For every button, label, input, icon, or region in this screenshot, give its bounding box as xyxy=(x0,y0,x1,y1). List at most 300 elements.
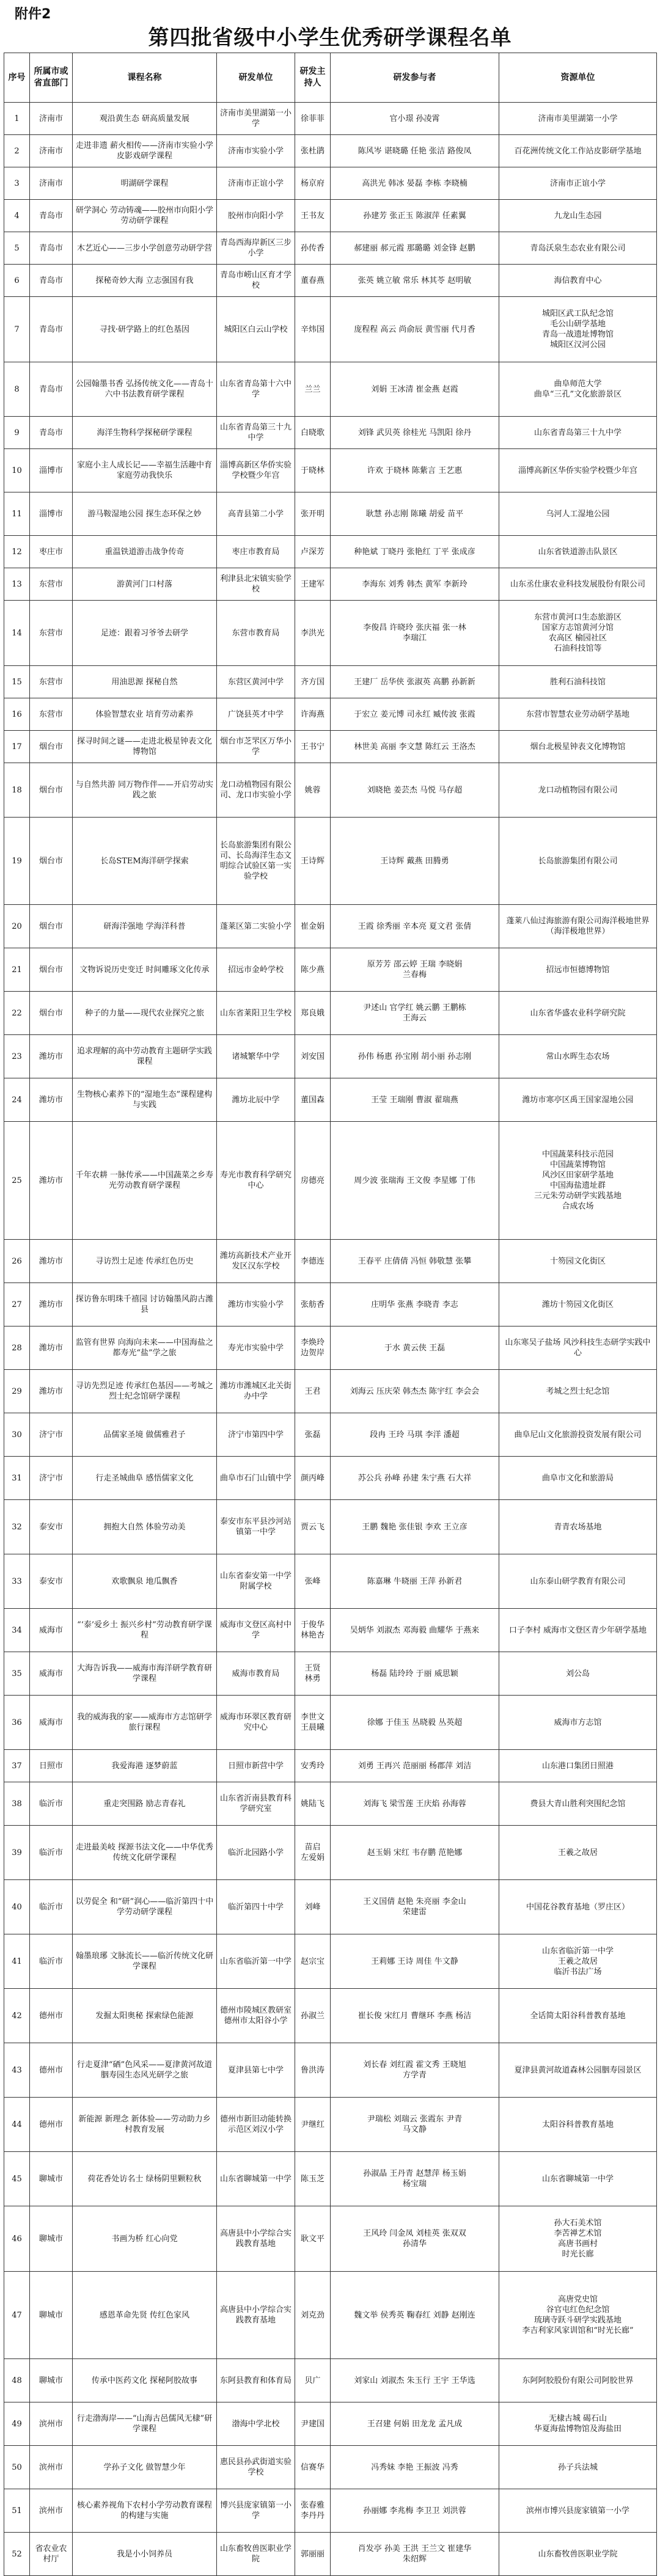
cell-members: 刘晓艳 姜芸杰 马悦 马存超 xyxy=(331,763,499,818)
cell-city: 潍坊市 xyxy=(30,1122,73,1240)
table-row xyxy=(4,1934,657,1989)
cell-course: 行走夏津“硒”色风采——夏津黄河故道胭寿园生态风光研学之旅 xyxy=(73,2043,217,2098)
cell-no: 46 xyxy=(4,2206,30,2272)
cell-host: 房德亮 xyxy=(295,1122,331,1240)
cell-resource: 山东省铁道游击队景区 xyxy=(499,536,657,568)
cell-city: 淄博市 xyxy=(30,492,73,536)
cell-unit: 潍坊市潍城区北关街办中学 xyxy=(217,1370,295,1413)
header-unit: 研发单位 xyxy=(217,53,295,103)
cell-host: 王建军 xyxy=(295,568,331,601)
cell-resource: 中国蔬菜科技示范园 中国蔬菜博物馆 风沙区田家研学基地 中国海盐遗址群 三元朱劳动研学实践基地 合成农场 xyxy=(499,1122,657,1240)
cell-no: 11 xyxy=(4,492,30,536)
cell-city: 潍坊市 xyxy=(30,1240,73,1283)
cell-unit: 潍坊市实验小学 xyxy=(217,1283,295,1326)
cell-resource: 蓬莱八仙过海旅游有限公司海洋极地世界（海洋极地世界） xyxy=(499,905,657,948)
cell-city: 威海市 xyxy=(30,1696,73,1750)
cell-city: 聊城市 xyxy=(30,2206,73,2272)
cell-unit: 临沂第四十中学 xyxy=(217,1880,295,1934)
cell-no: 2 xyxy=(4,135,30,167)
cell-city: 威海市 xyxy=(30,1609,73,1652)
cell-unit: 蓬莱区第二实验小学 xyxy=(217,905,295,948)
cell-course: 长岛STEM海洋研学探索 xyxy=(73,818,217,905)
cell-unit: 德州市新旧动能转换示范区刘汉小学 xyxy=(217,2098,295,2152)
cell-no: 7 xyxy=(4,297,30,362)
cell-host: 陈少燕 xyxy=(295,948,331,992)
cell-resource: 山东省聊城第一中学 xyxy=(499,2152,657,2206)
cell-host: 信赛华 xyxy=(295,2446,331,2489)
cell-host: 王书宁 xyxy=(295,731,331,763)
cell-host: 张春雅 李丹丹 xyxy=(295,2489,331,2533)
cell-course: 大海告诉我——威海市海洋研学教育研学课程 xyxy=(73,1652,217,1696)
cell-course: 家庭小主人成长记——幸福生活趣中育 家庭劳动我快乐 xyxy=(73,449,217,492)
cell-resource: 东营市黄河口生态旅游区 国家方志馆黄河分馆 农高区 榆园社区 石油科技馆等 xyxy=(499,601,657,666)
cell-resource: 山东省华盛农业科学研究院 xyxy=(499,992,657,1035)
cell-city: 青岛市 xyxy=(30,232,73,265)
cell-course: 我爱海港 逐梦蔚蓝 xyxy=(73,1750,217,1782)
cell-no: 31 xyxy=(4,1457,30,1500)
cell-members: 陈嘉琳 牛晓丽 王萍 孙新君 xyxy=(331,1554,499,1609)
cell-host: 许海燕 xyxy=(295,698,331,731)
cell-course: 荷花香处访名士 绿杨阴里颗粒秋 xyxy=(73,2152,217,2206)
cell-host: 鲁洪涛 xyxy=(295,2043,331,2098)
cell-host: 耿文平 xyxy=(295,2206,331,2272)
cell-members: 原芳芳 邵云婷 王瑞 李晓娟 兰春梅 xyxy=(331,948,499,992)
header-members: 研发参与者 xyxy=(331,53,499,103)
cell-resource: 济南市美里湖第一小学 xyxy=(499,103,657,135)
cell-course: 重走突围路 励志青春礼 xyxy=(73,1782,217,1826)
table-row xyxy=(4,200,657,232)
cell-host: 安秀玲 xyxy=(295,1750,331,1782)
cell-members: 陈风岑 谌晓璐 任艳 张洁 路俊凤 xyxy=(331,135,499,167)
cell-resource: 龙口动植物园有限公司 xyxy=(499,763,657,818)
cell-course: 走进最美岐 探源书法文化——中华优秀传统文化研学课程 xyxy=(73,1826,217,1880)
table-row xyxy=(4,1370,657,1413)
cell-unit: 济南市正谊小学 xyxy=(217,167,295,200)
cell-members: 崔长俊 宋红月 曹继环 李燕 杨洁 xyxy=(331,1989,499,2043)
cell-resource: 孙大石美术馆 李苦禅艺术馆 高唐书画村 时光长廊 xyxy=(499,2206,657,2272)
cell-city: 烟台市 xyxy=(30,992,73,1035)
cell-city: 济宁市 xyxy=(30,1413,73,1457)
cell-members: 段冉 王玲 马琪 李洋 潘超 xyxy=(331,1413,499,1457)
cell-resource: 高唐党史馆 谷官屯红色纪念馆 琉璃寺跃斗研学实践基地 李吉利家风家训馆和“时光长廊” xyxy=(499,2272,657,2359)
cell-course: 探秘奇妙大海 立志强国有我 xyxy=(73,265,217,297)
cell-host: 白晓歌 xyxy=(295,417,331,449)
cell-resource: 口子李村 威海市文登区青少年研学基地 xyxy=(499,1609,657,1652)
table-row xyxy=(4,2359,657,2402)
cell-course: “‘泰’爱乡土 振兴乡村”劳动教育研学课程 xyxy=(73,1609,217,1652)
cell-no: 14 xyxy=(4,601,30,666)
table-row xyxy=(4,536,657,568)
cell-unit: 山东省沂南县教育科学研究室 xyxy=(217,1782,295,1826)
cell-course: 游马鞍湿地公园 探生态环保之妙 xyxy=(73,492,217,536)
table-row xyxy=(4,818,657,905)
table-row xyxy=(4,1413,657,1457)
cell-course: 探访鲁东明珠千禧园 讨访翰墨风韵古潍县 xyxy=(73,1283,217,1326)
cell-host: 刘克劲 xyxy=(295,2272,331,2359)
cell-course: 观沿黄生态 研高质量发展 xyxy=(73,103,217,135)
cell-city: 滨州市 xyxy=(30,2402,73,2446)
header-resource: 资源单位 xyxy=(499,53,657,103)
cell-unit: 城阳区白云山学校 xyxy=(217,297,295,362)
cell-unit: 高唐县中小学综合实践教育基地 xyxy=(217,2206,295,2272)
cell-no: 34 xyxy=(4,1609,30,1652)
cell-resource: 城阳区武工队纪念馆 毛公山研学基地 青岛一战遗址博物馆 城阳区汉河公园 xyxy=(499,297,657,362)
cell-no: 1 xyxy=(4,103,30,135)
cell-resource: 百花洲传统文化工作站皮影研学基地 xyxy=(499,135,657,167)
cell-course: 走进非遗 薪火相传——济南市实验小学皮影戏研学课程 xyxy=(73,135,217,167)
cell-host: 李焕玲 边贺岸 xyxy=(295,1326,331,1370)
cell-course: 明湖研学课程 xyxy=(73,167,217,200)
cell-members: 吴炳华 刘淑杰 邓海毅 曲耀华 于燕来 xyxy=(331,1609,499,1652)
cell-unit: 临沂北园路小学 xyxy=(217,1826,295,1880)
cell-course: 以劳促全 和“研”润心——临沂第四十中学劳动研学课程 xyxy=(73,1880,217,1934)
cell-host: 董春燕 xyxy=(295,265,331,297)
cell-unit: 威海市教育局 xyxy=(217,1652,295,1696)
cell-host: 郑良娥 xyxy=(295,992,331,1035)
cell-course: 寻找·研学路上的红色基因 xyxy=(73,297,217,362)
cell-city: 日照市 xyxy=(30,1750,73,1782)
cell-resource: 曲阜市文化和旅游局 xyxy=(499,1457,657,1500)
cell-host: 孙传香 xyxy=(295,232,331,265)
cell-host: 卢深芳 xyxy=(295,536,331,568)
cell-no: 50 xyxy=(4,2446,30,2489)
cell-no: 52 xyxy=(4,2533,30,2576)
cell-unit: 济南市实验小学 xyxy=(217,135,295,167)
cell-host: 姚蓉 xyxy=(295,763,331,818)
table-row xyxy=(4,698,657,731)
table-row xyxy=(4,2533,657,2576)
cell-city: 省农业农村厅 xyxy=(30,2533,73,2576)
cell-no: 43 xyxy=(4,2043,30,2098)
cell-unit: 龙口动植物园有限公司、龙口市实验小学 xyxy=(217,763,295,818)
cell-course: 用油思源 探秘自然 xyxy=(73,666,217,698)
cell-no: 5 xyxy=(4,232,30,265)
cell-unit: 德州市陵城区教研室德州市太阳谷小学 xyxy=(217,1989,295,2043)
cell-resource: 东营市智慧农业劳动研学基地 xyxy=(499,698,657,731)
cell-unit: 广饶县英才中学 xyxy=(217,698,295,731)
cell-city: 东营市 xyxy=(30,666,73,698)
table-body xyxy=(4,103,657,2576)
cell-course: 学孙子文化 做智慧少年 xyxy=(73,2446,217,2489)
cell-no: 36 xyxy=(4,1696,30,1750)
cell-course: 拥抱大自然 体验劳动美 xyxy=(73,1500,217,1554)
cell-no: 22 xyxy=(4,992,30,1035)
cell-host: 贝广 xyxy=(295,2359,331,2402)
cell-resource: 招远市恒德博物馆 xyxy=(499,948,657,992)
cell-resource: 烟台北极星钟表文化博物馆 xyxy=(499,731,657,763)
cell-city: 枣庄市 xyxy=(30,536,73,568)
cell-host: 尹继红 xyxy=(295,2098,331,2152)
cell-members: 孙丽娜 李兆梅 李卫卫 刘洪蓉 xyxy=(331,2489,499,2533)
table-row xyxy=(4,135,657,167)
cell-unit: 山东省临沂第一中学 xyxy=(217,1934,295,1989)
cell-unit: 济宁市第四中学 xyxy=(217,1413,295,1457)
cell-unit: 山东省聊城第一中学 xyxy=(217,2152,295,2206)
cell-course: 足迹：跟着习爷爷去研学 xyxy=(73,601,217,666)
cell-unit: 渤海中学北校 xyxy=(217,2402,295,2446)
table-row xyxy=(4,601,657,666)
cell-unit: 寿光市实验中学 xyxy=(217,1326,295,1370)
cell-unit: 枣庄市教育局 xyxy=(217,536,295,568)
cell-unit: 曲阜市石门山镇中学 xyxy=(217,1457,295,1500)
header-no: 序号 xyxy=(4,53,30,103)
table-row xyxy=(4,1696,657,1750)
cell-course: 与自然共游 同万物作伴——开启劳动实践之旅 xyxy=(73,763,217,818)
cell-members: 林世美 高丽 李文慧 陈红云 王洛杰 xyxy=(331,731,499,763)
cell-resource: 刘公岛 xyxy=(499,1652,657,1696)
cell-unit: 夏津县第七中学 xyxy=(217,2043,295,2098)
table-row xyxy=(4,568,657,601)
cell-resource: 曲阜尼山文化旅游投资发展有限公司 xyxy=(499,1413,657,1457)
cell-members: 郝建丽 郝元霞 那璐璐 刘金锋 赵鹏 xyxy=(331,232,499,265)
cell-course: 欢歌飘泉 地瓜飘香 xyxy=(73,1554,217,1609)
cell-host: 张磊 xyxy=(295,1413,331,1457)
cell-unit: 东营市教育局 xyxy=(217,601,295,666)
cell-members: 王建厂 岳华侠 张淑英 高鹏 孙新新 xyxy=(331,666,499,698)
cell-city: 潍坊市 xyxy=(30,1326,73,1370)
cell-host: 辛炜国 xyxy=(295,297,331,362)
table-row xyxy=(4,1078,657,1122)
cell-members: 刘勇 王再兴 范丽丽 杨郡萍 刘洁 xyxy=(331,1750,499,1782)
cell-members: 王义国倩 赵艳 朱亮丽 李金山 荣建雷 xyxy=(331,1880,499,1934)
table-row xyxy=(4,731,657,763)
header-course: 课程名称 xyxy=(73,53,217,103)
cell-members: 王莹 王瑞刚 曹淑 翟瑞燕 xyxy=(331,1078,499,1122)
cell-host: 刘峰 xyxy=(295,1880,331,1934)
cell-no: 44 xyxy=(4,2098,30,2152)
cell-city: 聊城市 xyxy=(30,2152,73,2206)
cell-resource: 九龙山生态园 xyxy=(499,200,657,232)
cell-resource: 太阳谷科普教育基地 xyxy=(499,2098,657,2152)
cell-city: 临沂市 xyxy=(30,1782,73,1826)
cell-city: 烟台市 xyxy=(30,905,73,948)
cell-course: 监管有世界 向海向未来——中国海盐之都寿光“盐”学之旅 xyxy=(73,1326,217,1370)
cell-resource: 常山水晖生态农场 xyxy=(499,1035,657,1078)
cell-unit: 济南市美里湖第一小学 xyxy=(217,103,295,135)
table-row xyxy=(4,167,657,200)
cell-course: 感恩革命先贤 传红色家风 xyxy=(73,2272,217,2359)
cell-course: 文物诉说历史变迁 时间雕琢文化传承 xyxy=(73,948,217,992)
cell-members: 王春平 庄倩倩 冯恒 韩敬慧 张攀 xyxy=(331,1240,499,1283)
cell-no: 4 xyxy=(4,200,30,232)
cell-city: 临沂市 xyxy=(30,1934,73,1989)
cell-course: 寻访先烈足迹 传承红色基因——考城之烈士纪念馆研学课程 xyxy=(73,1370,217,1413)
cell-course: 行走圣城曲阜 感悟儒家文化 xyxy=(73,1457,217,1500)
cell-no: 27 xyxy=(4,1283,30,1326)
cell-members: 刘家山 刘淑杰 朱玉行 王宇 王华选 xyxy=(331,2359,499,2402)
cell-host: 王君 xyxy=(295,1370,331,1413)
table-row xyxy=(4,1652,657,1696)
cell-no: 29 xyxy=(4,1370,30,1413)
cell-members: 张英 姚立敏 常乐 林其苓 赵明敏 xyxy=(331,265,499,297)
cell-resource: 潍坊十笏园文化街区 xyxy=(499,1283,657,1326)
table-row xyxy=(4,2446,657,2489)
table-row xyxy=(4,1782,657,1826)
course-table xyxy=(4,53,657,2576)
cell-no: 32 xyxy=(4,1500,30,1554)
cell-members: 刘锋 武贝英 徐桂光 马凯阳 徐丹 xyxy=(331,417,499,449)
table-row xyxy=(4,297,657,362)
table-row xyxy=(4,2402,657,2446)
table-row xyxy=(4,449,657,492)
cell-city: 潍坊市 xyxy=(30,1078,73,1122)
cell-host: 李世文 王晨曦 xyxy=(295,1696,331,1750)
cell-no: 30 xyxy=(4,1413,30,1457)
cell-unit: 诸城繁华中学 xyxy=(217,1035,295,1078)
cell-course: 海洋生物科学探秘研学课程 xyxy=(73,417,217,449)
cell-host: 李德连 xyxy=(295,1240,331,1283)
cell-resource: 曲阜师范大学 曲阜“三孔”文化旅游景区 xyxy=(499,362,657,417)
cell-city: 东营市 xyxy=(30,601,73,666)
table-row xyxy=(4,1326,657,1370)
cell-members: 刘海飞 梁雪莲 王庆焰 孙海蓉 xyxy=(331,1782,499,1826)
cell-city: 德州市 xyxy=(30,1989,73,2043)
cell-course: 翰墨琅琊 文脉流长——临沂传统文化研学课程 xyxy=(73,1934,217,1989)
cell-host: 张舫香 xyxy=(295,1283,331,1326)
cell-no: 33 xyxy=(4,1554,30,1609)
cell-host: 王书友 xyxy=(295,200,331,232)
cell-unit: 招远市金岭学校 xyxy=(217,948,295,992)
cell-city: 威海市 xyxy=(30,1652,73,1696)
cell-members: 王霞 徐秀丽 辛本亮 夏文君 张倩 xyxy=(331,905,499,948)
cell-course: 书画为桥 红心向党 xyxy=(73,2206,217,2272)
cell-members: 刘海云 压庆荣 韩杰杰 陈宇红 李会会 xyxy=(331,1370,499,1413)
cell-city: 泰安市 xyxy=(30,1554,73,1609)
cell-no: 16 xyxy=(4,698,30,731)
cell-members: 庄明华 张燕 李晓青 李志 xyxy=(331,1283,499,1326)
table-row xyxy=(4,1750,657,1782)
cell-unit: 淄博高新区华侨实验学校暨少年宫 xyxy=(217,449,295,492)
cell-course: 木艺近心——三步小学创意劳动研学营 xyxy=(73,232,217,265)
cell-resource: 海信教育中心 xyxy=(499,265,657,297)
cell-no: 41 xyxy=(4,1934,30,1989)
cell-course: 行走渤海岸——“山海古邑儒风无棣”研学课程 xyxy=(73,2402,217,2446)
cell-course: 生物核心素养下的“湿地生态”课程建构与实践 xyxy=(73,1078,217,1122)
cell-no: 40 xyxy=(4,1880,30,1934)
cell-no: 23 xyxy=(4,1035,30,1078)
cell-host: 赵宗宝 xyxy=(295,1934,331,1989)
cell-city: 东营市 xyxy=(30,568,73,601)
cell-course: 追求理解的高中劳动教育主题研学实践课程 xyxy=(73,1035,217,1078)
cell-resource: 长岛旅游集团有限公司 xyxy=(499,818,657,905)
cell-members: 耿慧 孙志刚 陈曦 胡爱 苗平 xyxy=(331,492,499,536)
cell-no: 13 xyxy=(4,568,30,601)
cell-unit: 青岛西海岸新区三步小学 xyxy=(217,232,295,265)
cell-no: 42 xyxy=(4,1989,30,2043)
cell-resource: 济南市正谊小学 xyxy=(499,167,657,200)
header-city: 所属市或省直部门 xyxy=(30,53,73,103)
cell-no: 24 xyxy=(4,1078,30,1122)
table-row xyxy=(4,1122,657,1240)
cell-members: 杨磊 陆玲玲 于丽 威思颖 xyxy=(331,1652,499,1696)
cell-no: 47 xyxy=(4,2272,30,2359)
cell-resource: 山东省青岛第三十九中学 xyxy=(499,417,657,449)
table-row xyxy=(4,265,657,297)
table-row xyxy=(4,2206,657,2272)
cell-no: 20 xyxy=(4,905,30,948)
cell-resource: 王羲之故居 xyxy=(499,1826,657,1880)
cell-course: 品儒家圣境 做儒雅君子 xyxy=(73,1413,217,1457)
cell-host: 王诗辉 xyxy=(295,818,331,905)
table-row xyxy=(4,905,657,948)
cell-unit: 烟台市芝罘区万华小学 xyxy=(217,731,295,763)
cell-members: 李海东 刘秀 韩杰 黄军 李新玲 xyxy=(331,568,499,601)
cell-host: 郭丽丽 xyxy=(295,2533,331,2576)
cell-city: 潍坊市 xyxy=(30,1283,73,1326)
cell-city: 临沂市 xyxy=(30,1880,73,1934)
cell-members: 尹述山 官学红 姚云鹏 王鹏栋 王海云 xyxy=(331,992,499,1035)
cell-members: 徐娜 于佳玉 丛晓毅 丛英超 xyxy=(331,1696,499,1750)
cell-host: 齐方国 xyxy=(295,666,331,698)
cell-unit: 潍坊北辰中学 xyxy=(217,1078,295,1122)
cell-city: 潍坊市 xyxy=(30,1370,73,1413)
cell-host: 兰兰 xyxy=(295,362,331,417)
cell-members: 孙建芳 张正玉 陈淑萍 任素翼 xyxy=(331,200,499,232)
cell-host: 于晓林 xyxy=(295,449,331,492)
cell-no: 12 xyxy=(4,536,30,568)
cell-members: 王鹏 魏艳 张佳银 李欢 王立彦 xyxy=(331,1500,499,1554)
page-title: 第四批省级中小学生优秀研学课程名单 xyxy=(148,26,512,50)
cell-members: 王召建 何娟 田龙龙 孟凡成 xyxy=(331,2402,499,2446)
cell-no: 39 xyxy=(4,1826,30,1880)
cell-unit: 日照市新营中学 xyxy=(217,1750,295,1782)
table-row xyxy=(4,992,657,1035)
table-row xyxy=(4,2272,657,2359)
cell-no: 9 xyxy=(4,417,30,449)
cell-no: 3 xyxy=(4,167,30,200)
table-row xyxy=(4,1500,657,1554)
cell-city: 济南市 xyxy=(30,135,73,167)
cell-city: 青岛市 xyxy=(30,362,73,417)
cell-course: 寻访烈士足迹 传承红色历史 xyxy=(73,1240,217,1283)
cell-city: 聊城市 xyxy=(30,2359,73,2402)
cell-unit: 山东省青岛第十六中学 xyxy=(217,362,295,417)
table-row xyxy=(4,1283,657,1326)
cell-resource: 淄博高新区华侨实验学校暨少年宫 xyxy=(499,449,657,492)
cell-host: 苗启 左爱娟 xyxy=(295,1826,331,1880)
cell-unit: 山东畜牧兽医职业学院 xyxy=(217,2533,295,2576)
cell-members: 冯秀妹 李艳 王振波 冯秀 xyxy=(331,2446,499,2489)
cell-resource: 潍坊市寒亭区禹王国家湿地公园 xyxy=(499,1078,657,1122)
cell-city: 潍坊市 xyxy=(30,1035,73,1078)
cell-members: 魏文举 侯秀英 鞠春红 刘静 赵刚连 xyxy=(331,2272,499,2359)
cell-city: 烟台市 xyxy=(30,763,73,818)
cell-members: 刘娟 王冰清 崔金燕 赵霞 xyxy=(331,362,499,417)
cell-members: 尹瑞松 刘瑞云 张霞东 尹青 马文静 xyxy=(331,2098,499,2152)
table-row xyxy=(4,1035,657,1078)
cell-city: 泰安市 xyxy=(30,1500,73,1554)
cell-members: 于水 黄云侠 王磊 xyxy=(331,1326,499,1370)
table-row xyxy=(4,492,657,536)
cell-resource: 无棣古城 碣石山 华夏海盐博物馆及海盐田 xyxy=(499,2402,657,2446)
cell-resource: 山东省临沂第一中学 王羲之故居 临沂书法广场 xyxy=(499,1934,657,1989)
table-row xyxy=(4,2489,657,2533)
cell-host: 尹建国 xyxy=(295,2402,331,2446)
cell-resource: 山东寒吴子盐场 风沙科技生态研学实践中心 xyxy=(499,1326,657,1370)
cell-resource: 山东丞仕康农业科技发展股份有限公司 xyxy=(499,568,657,601)
cell-no: 15 xyxy=(4,666,30,698)
cell-course: 种子的力量——现代农业探究之旅 xyxy=(73,992,217,1035)
cell-no: 17 xyxy=(4,731,30,763)
cell-course: 我的威海我的家——威海市方志馆研学旅行课程 xyxy=(73,1696,217,1750)
cell-city: 济南市 xyxy=(30,103,73,135)
cell-unit: 胶州市向阳小学 xyxy=(217,200,295,232)
cell-city: 青岛市 xyxy=(30,417,73,449)
cell-unit: 潍坊高新技术产业开发区汉东学校 xyxy=(217,1240,295,1283)
cell-resource: 青岛沃泉生态农业有限公司 xyxy=(499,232,657,265)
cell-host: 陈玉芝 xyxy=(295,2152,331,2206)
cell-city: 济南市 xyxy=(30,167,73,200)
